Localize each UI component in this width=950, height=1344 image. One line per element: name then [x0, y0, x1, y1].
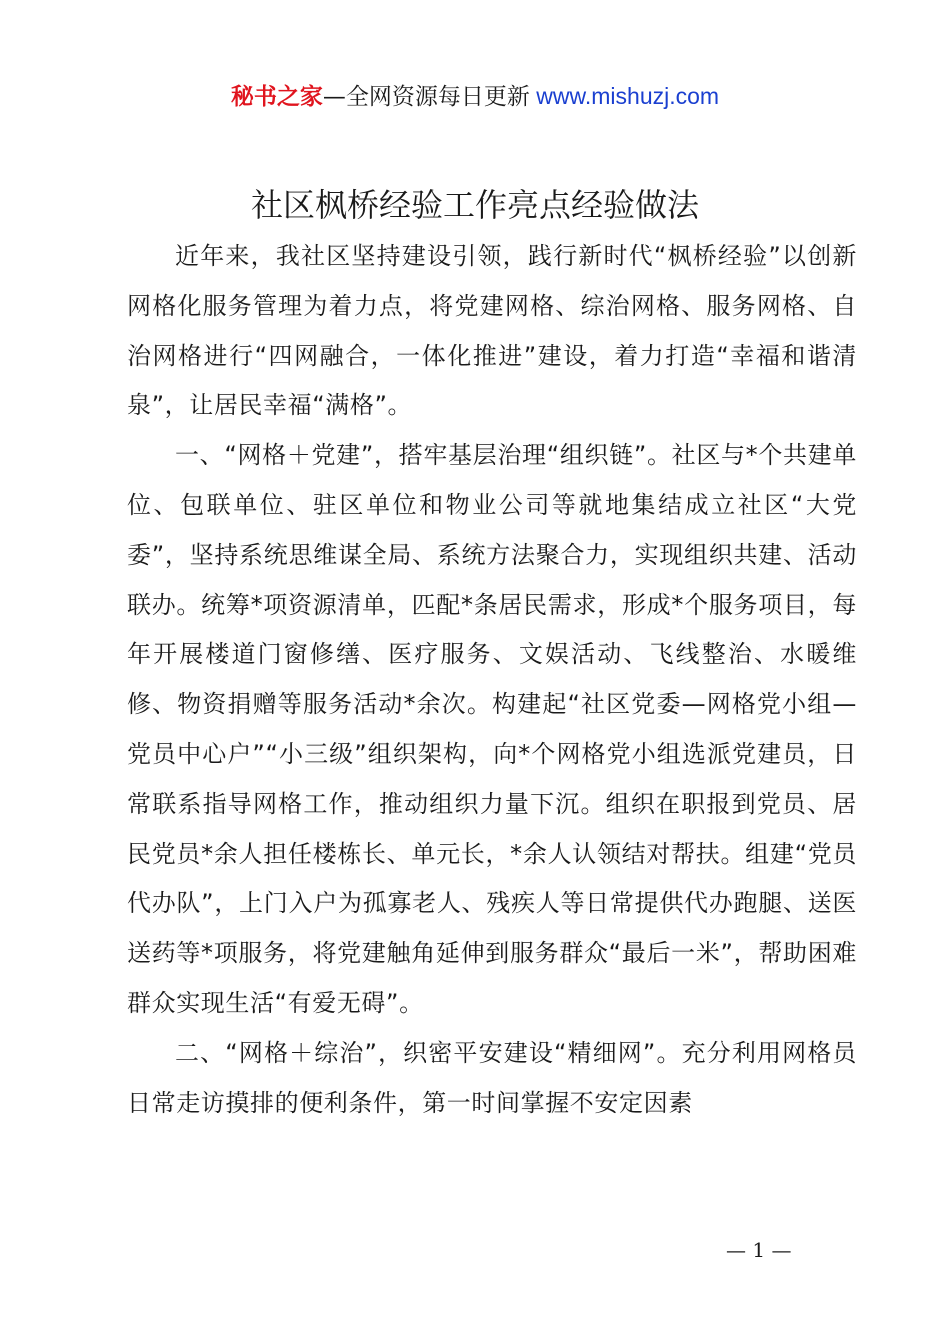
paragraph-section-2: 二、“网格＋综治”，织密平安建设“精细网”。充分利用网格员日常走访摸排的便利条件，第一时间掌握不安定因素	[127, 1038, 857, 1117]
site-url[interactable]: www.mishuzj.com	[529, 83, 720, 109]
brand-name: 秘书之家	[230, 84, 323, 110]
document-title: 社区枫桥经验工作亮点经验做法	[250, 186, 699, 224]
document-body	[127, 232, 857, 1128]
page-number: — 1 —	[726, 1238, 792, 1262]
paragraph-section-1: 一、“网格＋党建”，搭牢基层治理“组织链”。社区与*个共建单位、包联单位、驻区单位和物业公司等就地集结成立社区“大党委”，坚持系统思维谋全局、系统方法聚合力，实现组织共建、活动联办。统筹*项资源清单，匹配*条居民需求，形成*个服务项目，每年开展楼道门窗修缮、医疗服务、文娱活动、飞线整治、水暖维修、物资捐赠等服务活动*余次。构建起“社区党委—网格党小组—党员中心户”“小三级”组织架构，向*个网格党小组选派党建员，日常联系指导网格工作，推动组织力量下沉。组织在职报到党员、居民党员*余人担任楼栋长、单元长，*余人认领结对帮扶。组建“党员代办队”，上门入户为孤寡老人、残疾人等日常提供代办跑腿、送医送药等*项服务，将党建触角延伸到服务群众“最后一米”，帮助困难群众实现生活“有爱无碍”。	[127, 441, 857, 1017]
site-header	[0, 80, 950, 113]
header-tagline: —全网资源每日更新	[322, 84, 530, 110]
paragraph-intro: 近年来，我社区坚持建设引领，践行新时代“枫桥经验”以创新网格化服务管理为着力点，将党建网格、综治网格、服务网格、自治网格进行“四网融合，一体化推进”建设，着力打造“幸福和谐清泉”，让居民幸福“满格”。	[127, 242, 857, 420]
